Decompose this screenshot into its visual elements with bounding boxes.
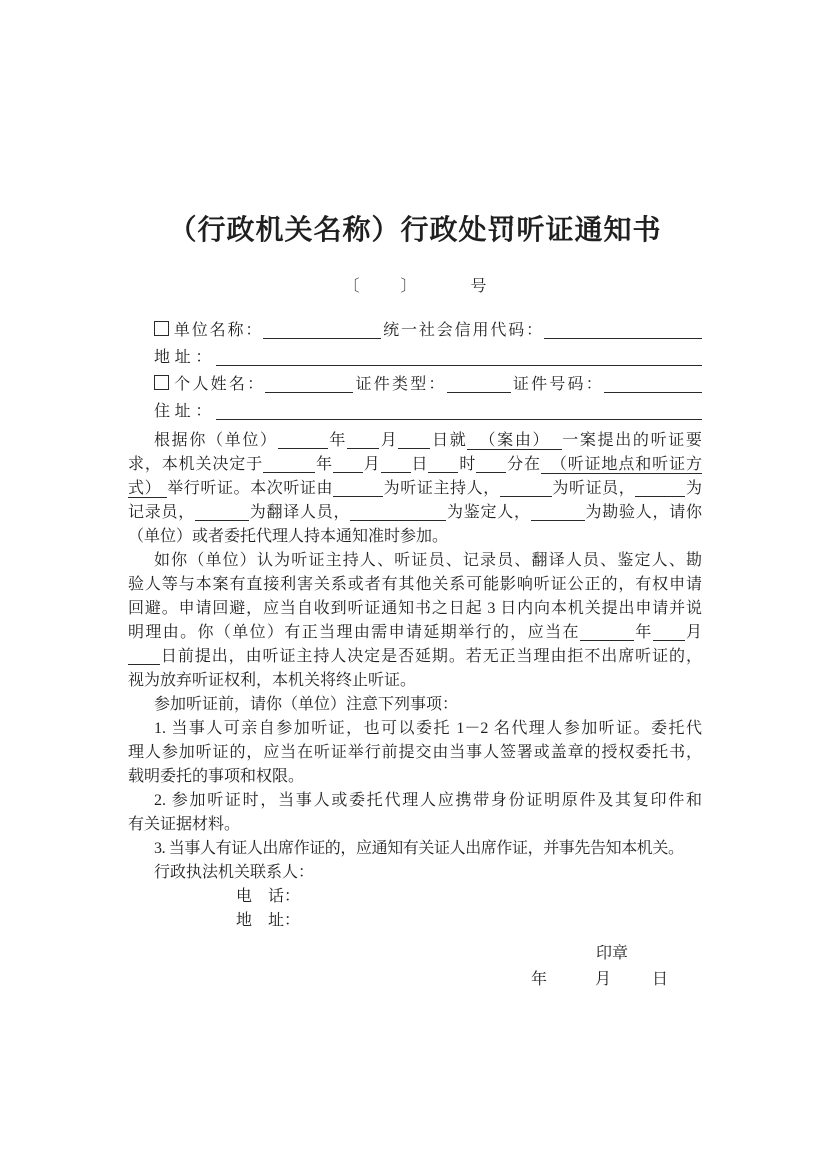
text-run: 月 (379, 432, 399, 449)
text-run: 为翻译人员， (249, 504, 351, 521)
text-run: 1. 当事人可亲自参加听证，也可以委托 1－2 名代理人参加听证。委托代 (154, 720, 702, 737)
document-line (128, 317, 702, 344)
blank-request-day[interactable] (398, 433, 430, 449)
document-line (128, 861, 702, 885)
document-line (128, 621, 702, 645)
text-run: 有关证据材料。 (128, 816, 241, 833)
blank-id-number[interactable] (604, 377, 702, 393)
blank-credit-code[interactable] (544, 323, 702, 339)
blank-person-name[interactable] (265, 377, 353, 393)
blank-unit-address[interactable] (216, 350, 702, 366)
text-run: 年 (327, 432, 348, 449)
text-run: 如你（单位）认为听证主持人、听证员、记录员、翻译人员、鉴定人、勘 (154, 552, 702, 569)
document-line (128, 885, 702, 909)
stamp-label: 印章 (595, 945, 628, 962)
blank-request-year[interactable] (278, 433, 328, 449)
document-line (128, 344, 702, 371)
document-line (128, 837, 702, 861)
document-line (128, 398, 702, 425)
document-line (128, 477, 702, 501)
text-run: 日 (410, 456, 429, 473)
text-run: 日就 (430, 432, 468, 449)
bracket-close: 〕 (400, 278, 417, 295)
text-run: 单位名称： (172, 322, 264, 339)
blank-hearing-minute[interactable] (476, 457, 506, 473)
blank-hearing-officer[interactable] (500, 481, 552, 497)
text-run: 月 (362, 456, 381, 473)
document-title: （行政机关名称）行政处罚听证通知书 (168, 215, 662, 246)
blank-hearing-place: 式） (128, 480, 167, 498)
blank-unit-name[interactable] (263, 323, 381, 339)
blank-hearing-day[interactable] (381, 457, 411, 473)
text-run: 3. 当事人有证人出席作证的，应通知有关证人出席作证，并事先告知本机关。 (154, 840, 684, 857)
text-run: 求，本机关决定于 (128, 456, 264, 473)
doc-number-suffix: 号 (470, 278, 487, 295)
document-line (128, 717, 702, 741)
blank-hearing-month[interactable] (333, 457, 363, 473)
text-run: 时 (458, 456, 477, 473)
text-run: 电 话： (236, 888, 301, 905)
text-run: 证件号码： (510, 376, 604, 393)
text-run: 验人等与本案有直接利害关系或者有其他关系可能影响听证公正的，有权申请 (128, 576, 702, 593)
text-run: 参加听证前，请你（单位）注意下列事项： (154, 696, 459, 713)
blank-recorder[interactable] (635, 481, 685, 497)
text-run: 载明委托的事项和权限。 (128, 768, 305, 785)
text-run: 月 (684, 624, 702, 641)
blank-delay-month[interactable] (653, 625, 685, 641)
document-line (128, 573, 702, 597)
text-run: 为 (685, 480, 702, 497)
text-run: 一案提出的听证要 (562, 432, 702, 449)
blank-surveyor[interactable] (531, 505, 585, 521)
signature-date-line (128, 967, 702, 993)
document-line (128, 501, 702, 525)
blank-hearing-hour[interactable] (428, 457, 458, 473)
body-section (128, 429, 702, 933)
blank-case-cause: （案由） (467, 432, 562, 450)
text-run: 年 (633, 624, 653, 641)
date-day-label: 日 (651, 971, 668, 988)
document-line (128, 525, 702, 549)
blank-hearing-year[interactable] (263, 457, 315, 473)
text-run: 年 (315, 456, 333, 473)
text-run: （单位）或者委托代理人持本通知准时参加。 (128, 528, 449, 545)
text-run: 证件类型： (353, 376, 447, 393)
blank-person-address[interactable] (216, 404, 702, 420)
document-line (128, 669, 702, 693)
text-run: 统一社会信用代码： (381, 322, 544, 339)
document-line (128, 909, 702, 933)
blank-appraiser[interactable] (350, 505, 446, 521)
date-year-label: 年 (530, 971, 547, 988)
text-run: 理人参加听证的，应当在听证举行前提交由当事人签署或盖章的授权委托书， (128, 744, 702, 761)
document-line (128, 765, 702, 789)
text-run: 地 址： (236, 912, 301, 929)
text-run: 地址： (154, 349, 216, 366)
text-run: 住址： (154, 403, 216, 420)
text-run: 为听证主持人， (383, 480, 500, 497)
text-run: 个人姓名： (172, 376, 266, 393)
blank-translator[interactable] (195, 505, 249, 521)
individual-checkbox-icon[interactable] (154, 375, 169, 390)
text-run: 视为放弃听证权利，本机关将终止听证。 (128, 672, 417, 689)
blank-request-month[interactable] (347, 433, 379, 449)
text-run: 为鉴定人， (446, 504, 531, 521)
document-line (128, 693, 702, 717)
text-run: 举行听证。本次听证由 (167, 480, 334, 497)
text-run: 为听证员， (551, 480, 636, 497)
signature-block (128, 941, 702, 993)
text-run: 日前提出，由听证主持人决定是否延期。若无正当理由拒不出席听证的， (160, 648, 702, 665)
unit-checkbox-icon[interactable] (154, 321, 169, 336)
document-line (128, 645, 702, 669)
blank-hearing-place: （听证地点和听证方 (541, 456, 702, 474)
text-run: 行政执法机关联系人： (154, 864, 315, 881)
blank-delay-day[interactable] (128, 649, 160, 665)
blank-id-type[interactable] (447, 377, 511, 393)
stamp-line (128, 941, 702, 967)
document-line (128, 453, 702, 477)
text-run: 2. 参加听证时，当事人或委托代理人应携带身份证明原件及其复印件和 (154, 792, 702, 809)
document-line (128, 549, 702, 573)
document-line (128, 597, 702, 621)
blank-host[interactable] (333, 481, 383, 497)
document-line (128, 789, 702, 813)
text-run: 记录员， (128, 504, 195, 521)
blank-delay-year[interactable] (580, 625, 634, 641)
document-content (128, 213, 702, 993)
date-month-label: 月 (594, 971, 611, 988)
document-line (128, 429, 702, 453)
text-run: 明理由。你（单位）有正当理由需申请延期举行的，应当在 (128, 624, 580, 641)
document-line (128, 741, 702, 765)
party-info-section (128, 317, 702, 425)
text-run: 回避。申请回避，应当自收到听证通知书之日起 3 日内向本机关提出申请并说 (128, 600, 702, 617)
bracket-open: 〔 (343, 278, 360, 295)
text-run: 为勘验人，请你 (584, 504, 702, 521)
text-run: 根据你（单位） (154, 432, 278, 449)
text-run: 分在 (506, 456, 541, 473)
document-line (128, 371, 702, 398)
document-line (128, 813, 702, 837)
document-number (128, 277, 702, 297)
